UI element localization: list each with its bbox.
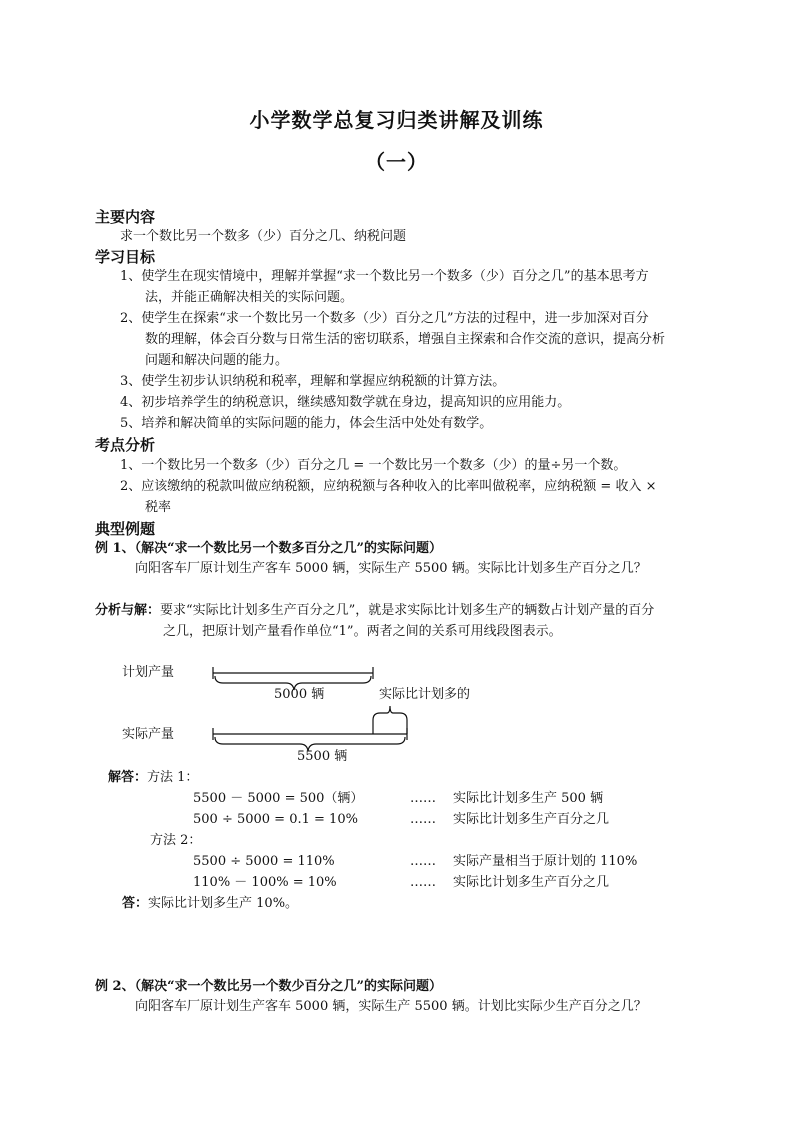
goal-item-2-cont2: 问题和解决问题的能力。 (145, 353, 289, 368)
analysis-number: 1、 (120, 458, 142, 473)
m1-dots-1: …… (410, 791, 436, 806)
goal-text: 初步培养学生的纳税意识，继续感知数学就在身边，提高知识的应用能力。 (141, 395, 571, 410)
goal-number: 4、 (120, 395, 142, 410)
m2-expr-2: 110% － 100% = 10% (193, 875, 337, 890)
actual-value: 5500 辆 (297, 749, 348, 764)
goal-text: 使学生初步认识纳税和税率，理解和掌握应纳税额的计算方法。 (141, 374, 506, 389)
solution-label: 解答： (108, 770, 148, 785)
example-1-label: 例 1、（解决“求一个数比另一个数多百分之几”的实际问题） (95, 541, 443, 556)
goal-text: 使学生在探索“求一个数比另一个数多（少）百分之几”方法的过程中，进一步加深对百分 (141, 311, 649, 326)
m2-expr-1: 5500 ÷ 5000 = 110% (193, 854, 335, 869)
analysis-body: 要求“实际比计划多生产百分之几”，就是求实际比计划多生产的辆数占计划产量的百分 (160, 603, 655, 618)
analysis-item-2-cont: 税率 (145, 500, 172, 515)
analysis-text: 一个数比另一个数多（少）百分之几 = 一个数比另一个数多（少）的量÷另一个数。 (141, 458, 627, 473)
section-heading-examples: 典型例题 (95, 520, 156, 538)
main-content-text: 求一个数比另一个数多（少）百分之几、纳税问题 (120, 229, 407, 244)
answer-text: 实际比计划多生产 10%。 (148, 896, 299, 911)
example-2-problem: 向阳客车厂原计划生产客车 5000 辆，实际生产 5500 辆。计划比实际少生产百分之几？ (135, 999, 647, 1014)
example-2-label: 例 2、（解决“求一个数比另一个数少百分之几”的实际问题） (95, 979, 443, 994)
page-subtitle: （一） (365, 150, 428, 174)
analysis-number: 2、 (120, 479, 142, 494)
goal-number: 5、 (120, 416, 142, 431)
extra-brace (373, 706, 407, 734)
m2-dots-2: …… (410, 875, 436, 890)
method-2-label: 方法 2： (150, 833, 202, 848)
analysis-label: 分析与解： (95, 603, 161, 618)
page-title: 小学数学总复习归类讲解及训练 (249, 108, 544, 132)
extra-label: 实际比计划多的 (379, 687, 471, 702)
goal-item-2-cont: 数的理解，体会百分数与日常生活的密切联系，增强自主探索和合作交流的意识，提高分析 (145, 332, 666, 347)
goal-number: 1、 (120, 269, 142, 284)
answer-label: 答： (122, 896, 149, 911)
goal-text: 使学生在现实情境中，理解并掌握“求一个数比另一个数多（少）百分之几”的基本思考方 (141, 269, 649, 284)
solution-line (108, 767, 198, 788)
m1-expr-1: 5500 － 5000 = 500（辆） (193, 791, 364, 806)
goal-number: 3、 (120, 374, 142, 389)
goal-number: 2、 (120, 311, 142, 326)
m1-note-1: 实际比计划多生产 500 辆 (453, 791, 604, 806)
m2-note-1: 实际产量相当于原计划的 110% (453, 854, 638, 869)
actual-label: 实际产量 (122, 727, 175, 742)
m1-note-2: 实际比计划多生产百分之几 (453, 812, 610, 827)
section-heading-main-content: 主要内容 (95, 208, 156, 226)
plan-value: 5000 辆 (274, 687, 325, 702)
example-1-problem: 向阳客车厂原计划生产客车 5000 辆，实际生产 5500 辆。实际比计划多生产百分之几？ (135, 561, 647, 576)
section-heading-analysis: 考点分析 (95, 436, 156, 454)
m1-dots-2: …… (410, 812, 436, 827)
m2-dots-1: …… (410, 854, 436, 869)
section-heading-goals: 学习目标 (95, 248, 156, 266)
goal-item-1-cont: 法，并能正确解决相关的实际问题。 (145, 290, 354, 305)
goal-text: 培养和解决简单的实际问题的能力，体会生活中处处有数学。 (141, 416, 493, 431)
method-1-label: 方法 1： (147, 770, 199, 785)
plan-label: 计划产量 (122, 665, 175, 680)
m1-expr-2: 500 ÷ 5000 = 0.1 = 10% (193, 812, 358, 827)
answer-line (122, 893, 298, 914)
analysis-text: 应该缴纳的税款叫做应纳税额，应纳税额与各种收入的比率叫做税率，应纳税额 = 收入 × (141, 479, 657, 494)
example-1-analysis-cont: 之几，把原计划产量看作单位“1”。两者之间的关系可用线段图表示。 (163, 624, 562, 639)
m2-note-2: 实际比计划多生产百分之几 (453, 875, 610, 890)
